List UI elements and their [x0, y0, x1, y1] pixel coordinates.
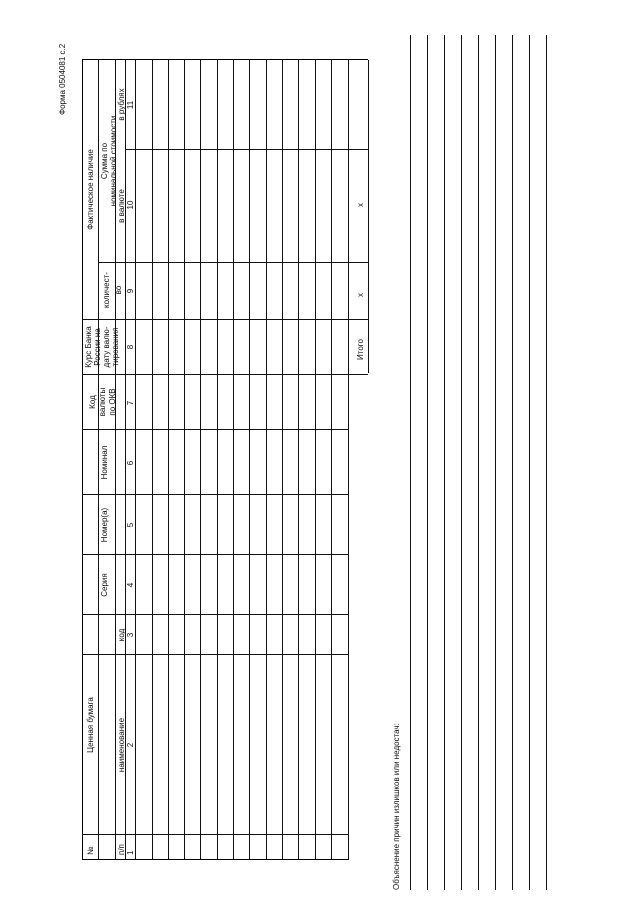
- col-line: [82, 494, 348, 495]
- explanation-label: Объяснение причин излишков или недостач:: [392, 723, 401, 890]
- row-line: [184, 60, 185, 860]
- explanation-line[interactable]: [478, 35, 479, 890]
- header-sum-2: номинальной стоимости: [109, 115, 118, 207]
- header-rate-2: России на: [93, 328, 102, 366]
- total-row-bottom: [368, 60, 369, 373]
- explanation-line[interactable]: [410, 35, 411, 890]
- header-qty-1: количест-: [102, 272, 111, 308]
- explanation-line[interactable]: [529, 35, 530, 890]
- explanation-line[interactable]: [427, 35, 428, 890]
- col-number-6: 6: [126, 460, 135, 466]
- header-sum-1: Сумма по: [100, 142, 109, 180]
- row-line: [168, 60, 169, 860]
- total-label: Итого: [356, 339, 365, 360]
- col-line: [98, 262, 368, 263]
- col-number-4: 4: [126, 582, 135, 588]
- col-line: [82, 429, 348, 430]
- header-in-currency: в валюте: [117, 189, 126, 223]
- row-line: [135, 60, 136, 860]
- col-number-2: 2: [126, 742, 135, 748]
- header-nominal: Номинал: [100, 445, 109, 480]
- col-line: [82, 614, 348, 615]
- col-number-1: 1: [126, 850, 135, 855]
- col-line: [82, 654, 348, 655]
- col-number-10: 10: [126, 200, 135, 210]
- col-number-5: 5: [126, 522, 135, 528]
- col-number-3: 3: [126, 632, 135, 638]
- header-code: код: [117, 628, 126, 642]
- table-right-border: [82, 59, 368, 60]
- header-series: Серия: [100, 573, 109, 597]
- col-line: [82, 554, 348, 555]
- col-line: [82, 374, 368, 375]
- header-currency-code-1: Код: [88, 395, 97, 409]
- row-line: [217, 60, 218, 860]
- row-line: [152, 60, 153, 860]
- table-top-border: [82, 60, 83, 860]
- col-line: [82, 834, 348, 835]
- row-line: [298, 60, 299, 860]
- row-line: [249, 60, 250, 860]
- header-num: №: [86, 846, 95, 855]
- col-line: [125, 149, 368, 150]
- table-left-border: [82, 859, 348, 860]
- col-line: [82, 319, 368, 320]
- header-security: Ценная бумага: [86, 697, 95, 753]
- header-currency-code-3: по ОКВ: [108, 388, 117, 416]
- col-number-7: 7: [126, 400, 135, 406]
- row-line: [200, 60, 201, 860]
- header-rate-3: дату валю-: [102, 326, 111, 368]
- header-num-sub: п/п: [117, 844, 126, 855]
- row-line: [348, 60, 349, 860]
- row-line: [331, 60, 332, 860]
- row-line: [315, 60, 316, 860]
- col-number-11: 11: [126, 100, 135, 110]
- header-name: наименование: [117, 717, 126, 773]
- header-number: Номер(а): [100, 507, 109, 543]
- col-number-9: 9: [126, 288, 135, 294]
- row-line: [282, 60, 283, 860]
- header-qty-2: во: [114, 285, 123, 295]
- explanation-line[interactable]: [495, 35, 496, 890]
- total-in-currency: x: [356, 203, 365, 207]
- row-line: [266, 60, 267, 860]
- row-line: [233, 60, 234, 860]
- row-line: [98, 60, 99, 860]
- explanation-line[interactable]: [461, 35, 462, 890]
- col-number-8: 8: [126, 344, 135, 350]
- explanation-line[interactable]: [546, 35, 547, 890]
- explanation-line[interactable]: [512, 35, 513, 890]
- form-reference: Форма 0504081 с.2: [58, 43, 67, 115]
- header-rate-4: тирования: [111, 327, 120, 367]
- header-actual: Фактическое наличие: [86, 149, 95, 230]
- header-in-rubles: в рублях: [117, 88, 126, 121]
- header-rate-1: Курс Банка: [84, 326, 93, 368]
- total-qty: x: [356, 293, 365, 297]
- explanation-line[interactable]: [444, 35, 445, 890]
- header-currency-code-2: валюты: [98, 387, 107, 417]
